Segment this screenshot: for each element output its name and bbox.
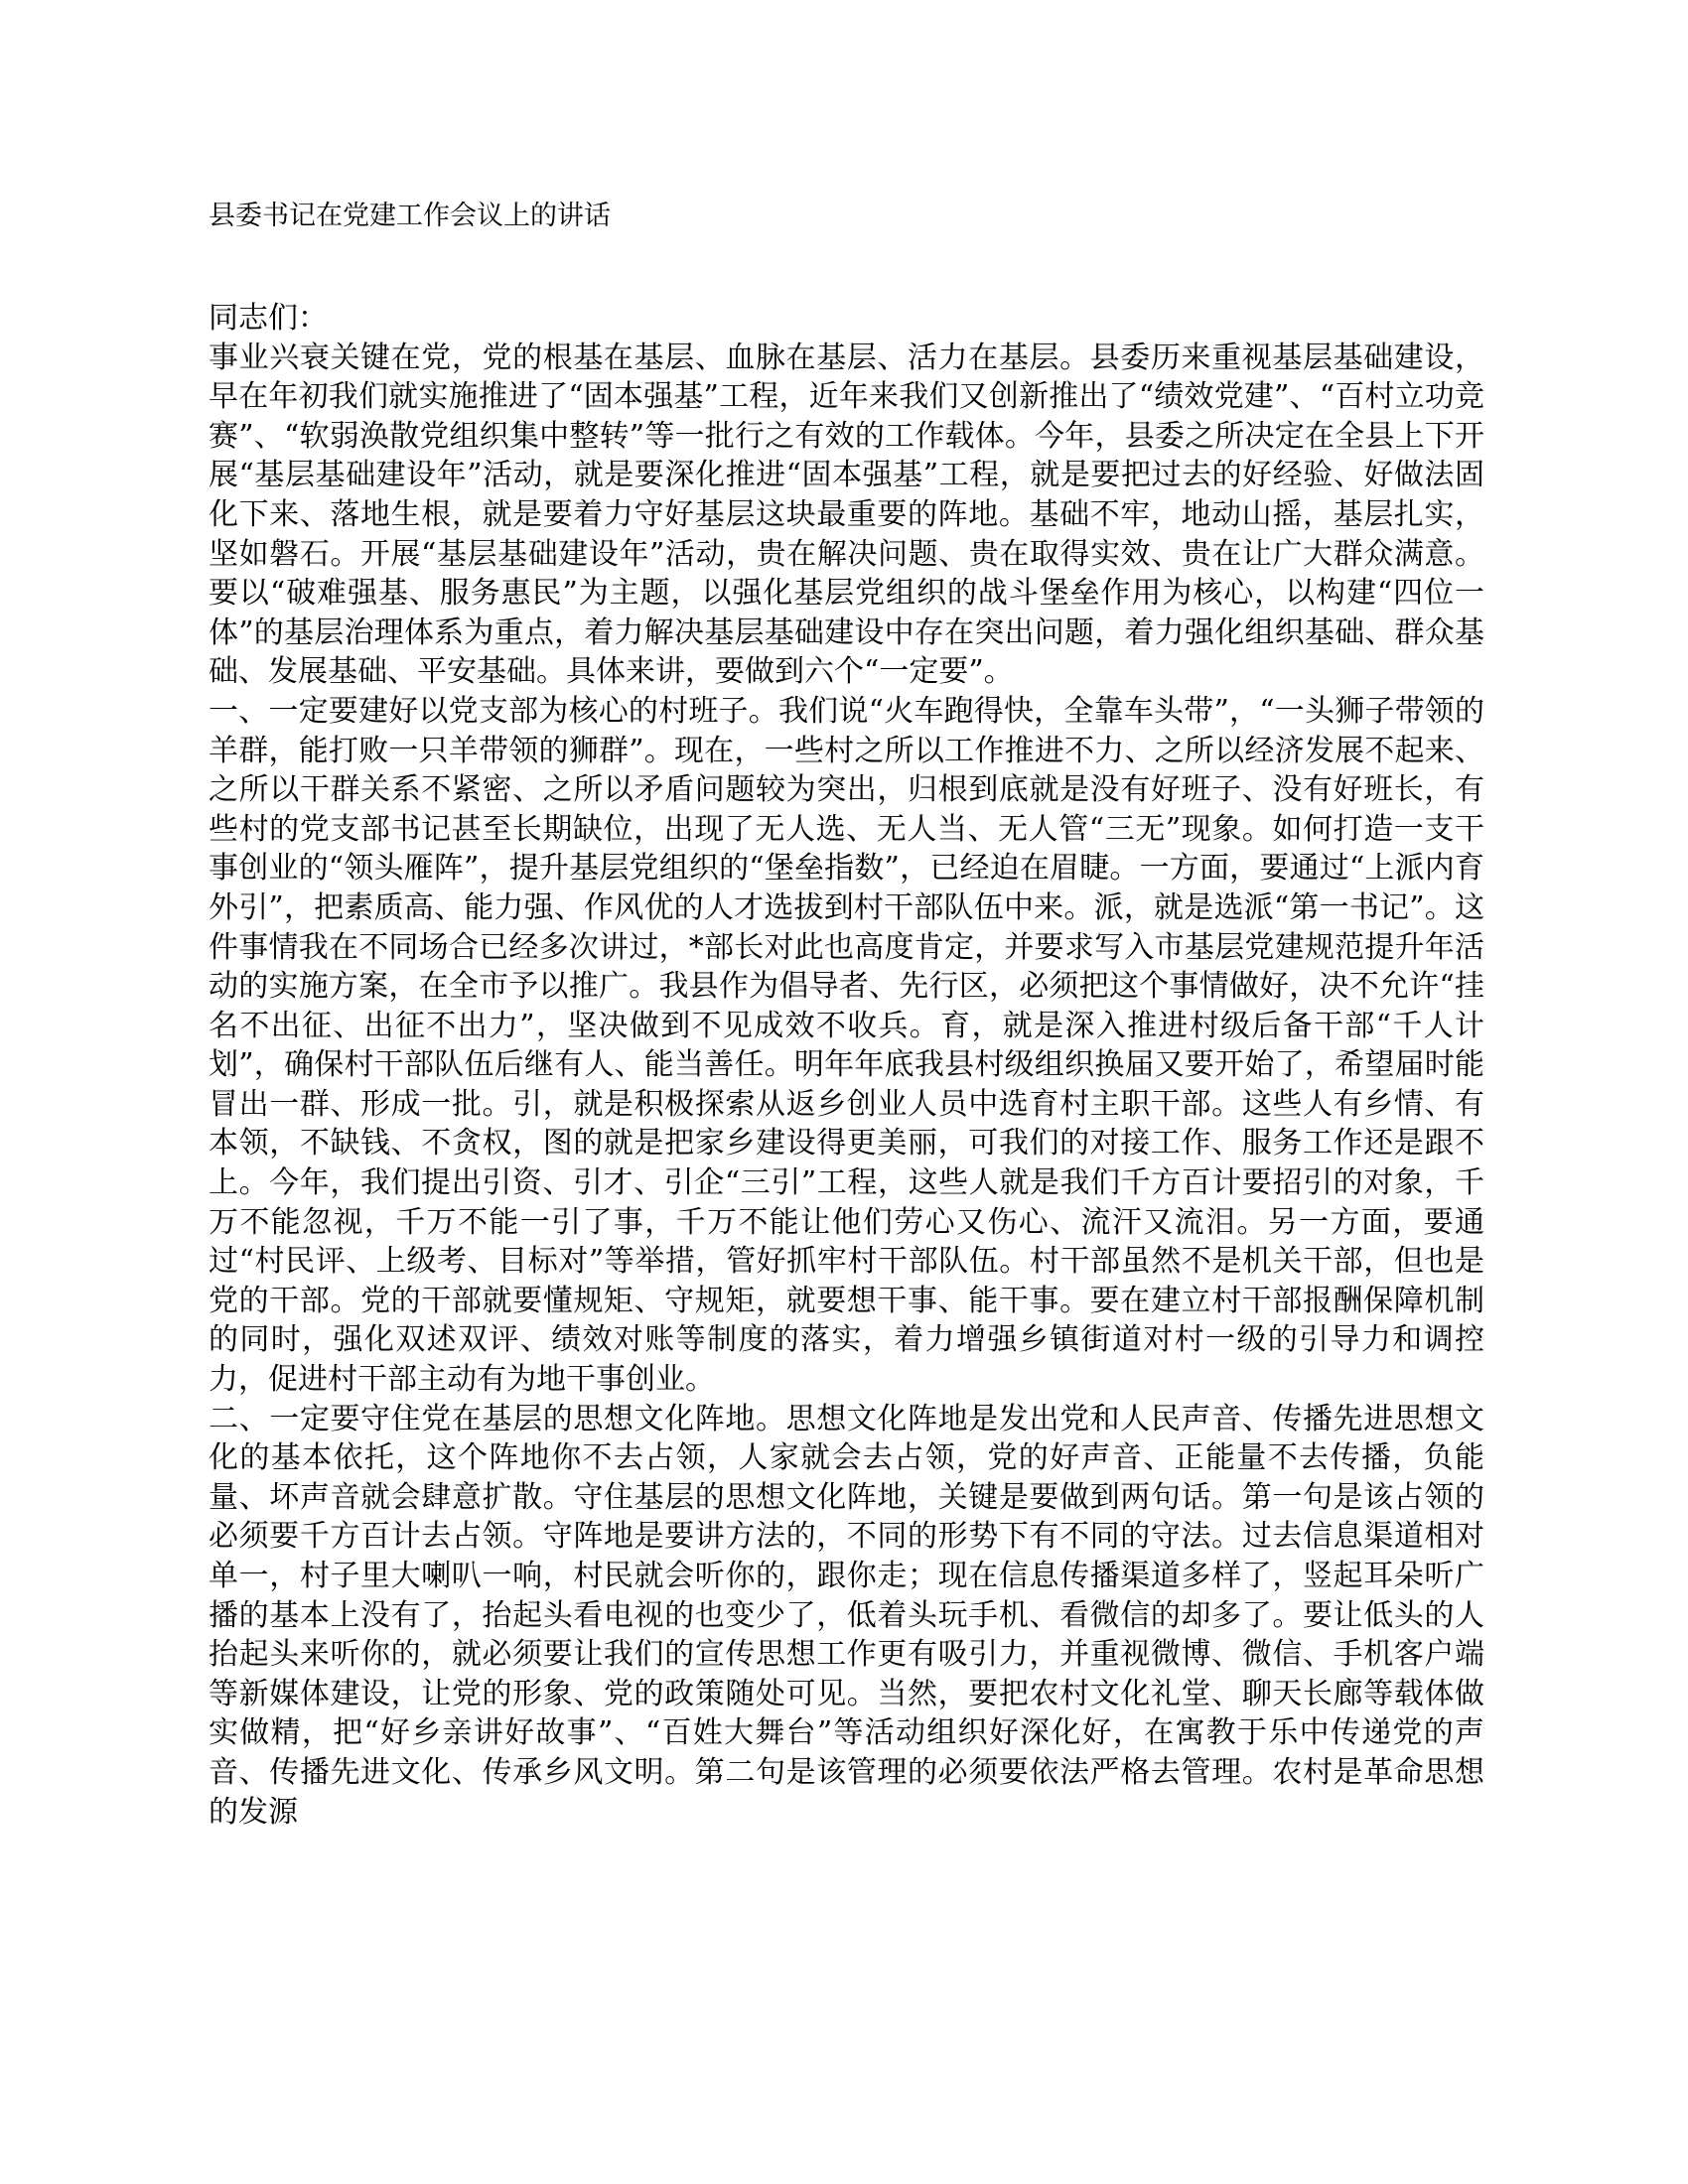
document-body xyxy=(209,299,1484,1832)
paragraph-section-two: 二、一定要守住党在基层的思想文化阵地。思想文化阵地是发出党和人民声音、传播先进思想文化的基本依托，这个阵地你不去占领，人家就会去占领，党的好声音、正能量不去传播，负能量、坏声音就会肆意扩散。守住基层的思想文化阵地，关键是要做到两句话。第一句是该占领的必须要千方百计去占领。守阵地是要讲方法的，不同的形势下有不同的守法。过去信息渠道相对单一，村子里大喇叭一响，村民就会听你的，跟你走；现在信息传播渠道多样了，竖起耳朵听广播的基本上没有了，抬起头看电视的也变少了，低着头玩手机、看微信的却多了。要让低头的人抬起头来听你的，就必须要让我们的宣传思想工作更有吸引力，并重视微博、微信、手机客户端等新媒体建设，让党的形象、党的政策随处可见。当然，要把农村文化礼堂、聊天长廊等载体做实做精，把“好乡亲讲好故事”、“百姓大舞台”等活动组织好深化好，在寓教于乐中传递党的声音、传播先进文化、传承乡风文明。第二句是该管理的必须要依法严格去管理。农村是革命思想的发源 xyxy=(209,1401,1484,1830)
paragraph-intro: 事业兴衰关键在党，党的根基在基层、血脉在基层、活力在基层。县委历来重视基层基础建设，早在年初我们就实施推进了“固本强基”工程，近年来我们又创新推出了“绩效党建”、“百村立功竞赛”、“软弱涣散党组织集中整转”等一批行之有效的工作载体。今年，县委之所决定在全县上下开展“基层基础建设年”活动，就是要深化推进“固本强基”工程，就是要把过去的好经验、好做法固化下来、落地生根，就是要着力守好基层这块最重要的阵地。基础不牢，地动山摇，基层扎实，坚如磐石。开展“基层基础建设年”活动，贵在解决问题、贵在取得实效、贵在让广大群众满意。要以“破难强基、服务惠民”为主题，以强化基层党组织的战斗堡垒作用为核心，以构建“四位一体”的基层治理体系为重点，着力解决基层基础建设中存在突出问题，着力强化组织基础、群众基础、发展基础、平安基础。具体来讲，要做到六个“一定要”。 xyxy=(209,340,1484,690)
paragraph-section-one: 一、一定要建好以党支部为核心的村班子。我们说“火车跑得快，全靠车头带”，“一头狮子带领的羊群，能打败一只羊带领的狮群”。现在，一些村之所以工作推进不力、之所以经济发展不起来、之所以干群关系不紧密、之所以矛盾问题较为突出，归根到底就是没有好班子、没有好班长，有些村的党支部书记甚至长期缺位，出现了无人选、无人当、无人管“三无”现象。如何打造一支干事创业的“领头雁阵”，提升基层党组织的“堡垒指数”，已经迫在眉睫。一方面，要通过“上派内育外引”，把素质高、能力强、作风优的人才选拔到村干部队伍中来。派，就是选派“第一书记”。这件事情我在不同场合已经多次讲过，*部长对此也高度肯定，并要求写入市基层党建规范提升年活动的实施方案，在全市予以推广。我县作为倡导者、先行区，必须把这个事情做好，决不允许“挂名不出征、出征不出力”，坚决做到不见成效不收兵。育，就是深入推进村级后备干部“千人计划”，确保村干部队伍后继有人、能当善任。明年年底我县村级组织换届又要开始了，希望届时能冒出一群、形成一批。引，就是积极探索从返乡创业人员中选育村主职干部。这些人有乡情、有本领，不缺钱、不贪权，图的就是把家乡建设得更美丽，可我们的对接工作、服务工作还是跟不上。今年，我们提出引资、引才、引企“三引”工程，这些人就是我们千方百计要招引的对象，千万不能忽视，千万不能一引了事，千万不能让他们劳心又伤心、流汗又流泪。另一方面，要通过“村民评、上级考、目标对”等举措，管好抓牢村干部队伍。村干部虽然不是机关干部，但也是党的干部。党的干部就要懂规矩、守规矩，就要想干事、能干事。要在建立村干部报酬保障机制的同时，强化双述双评、绩效对账等制度的落实，着力增强乡镇街道对村一级的引导力和调控力，促进村干部主动有为地干事创业。 xyxy=(209,693,1484,1398)
salutation: 同志们： xyxy=(209,301,328,336)
document-title: 县委书记在党建工作会议上的讲话 xyxy=(209,201,611,231)
